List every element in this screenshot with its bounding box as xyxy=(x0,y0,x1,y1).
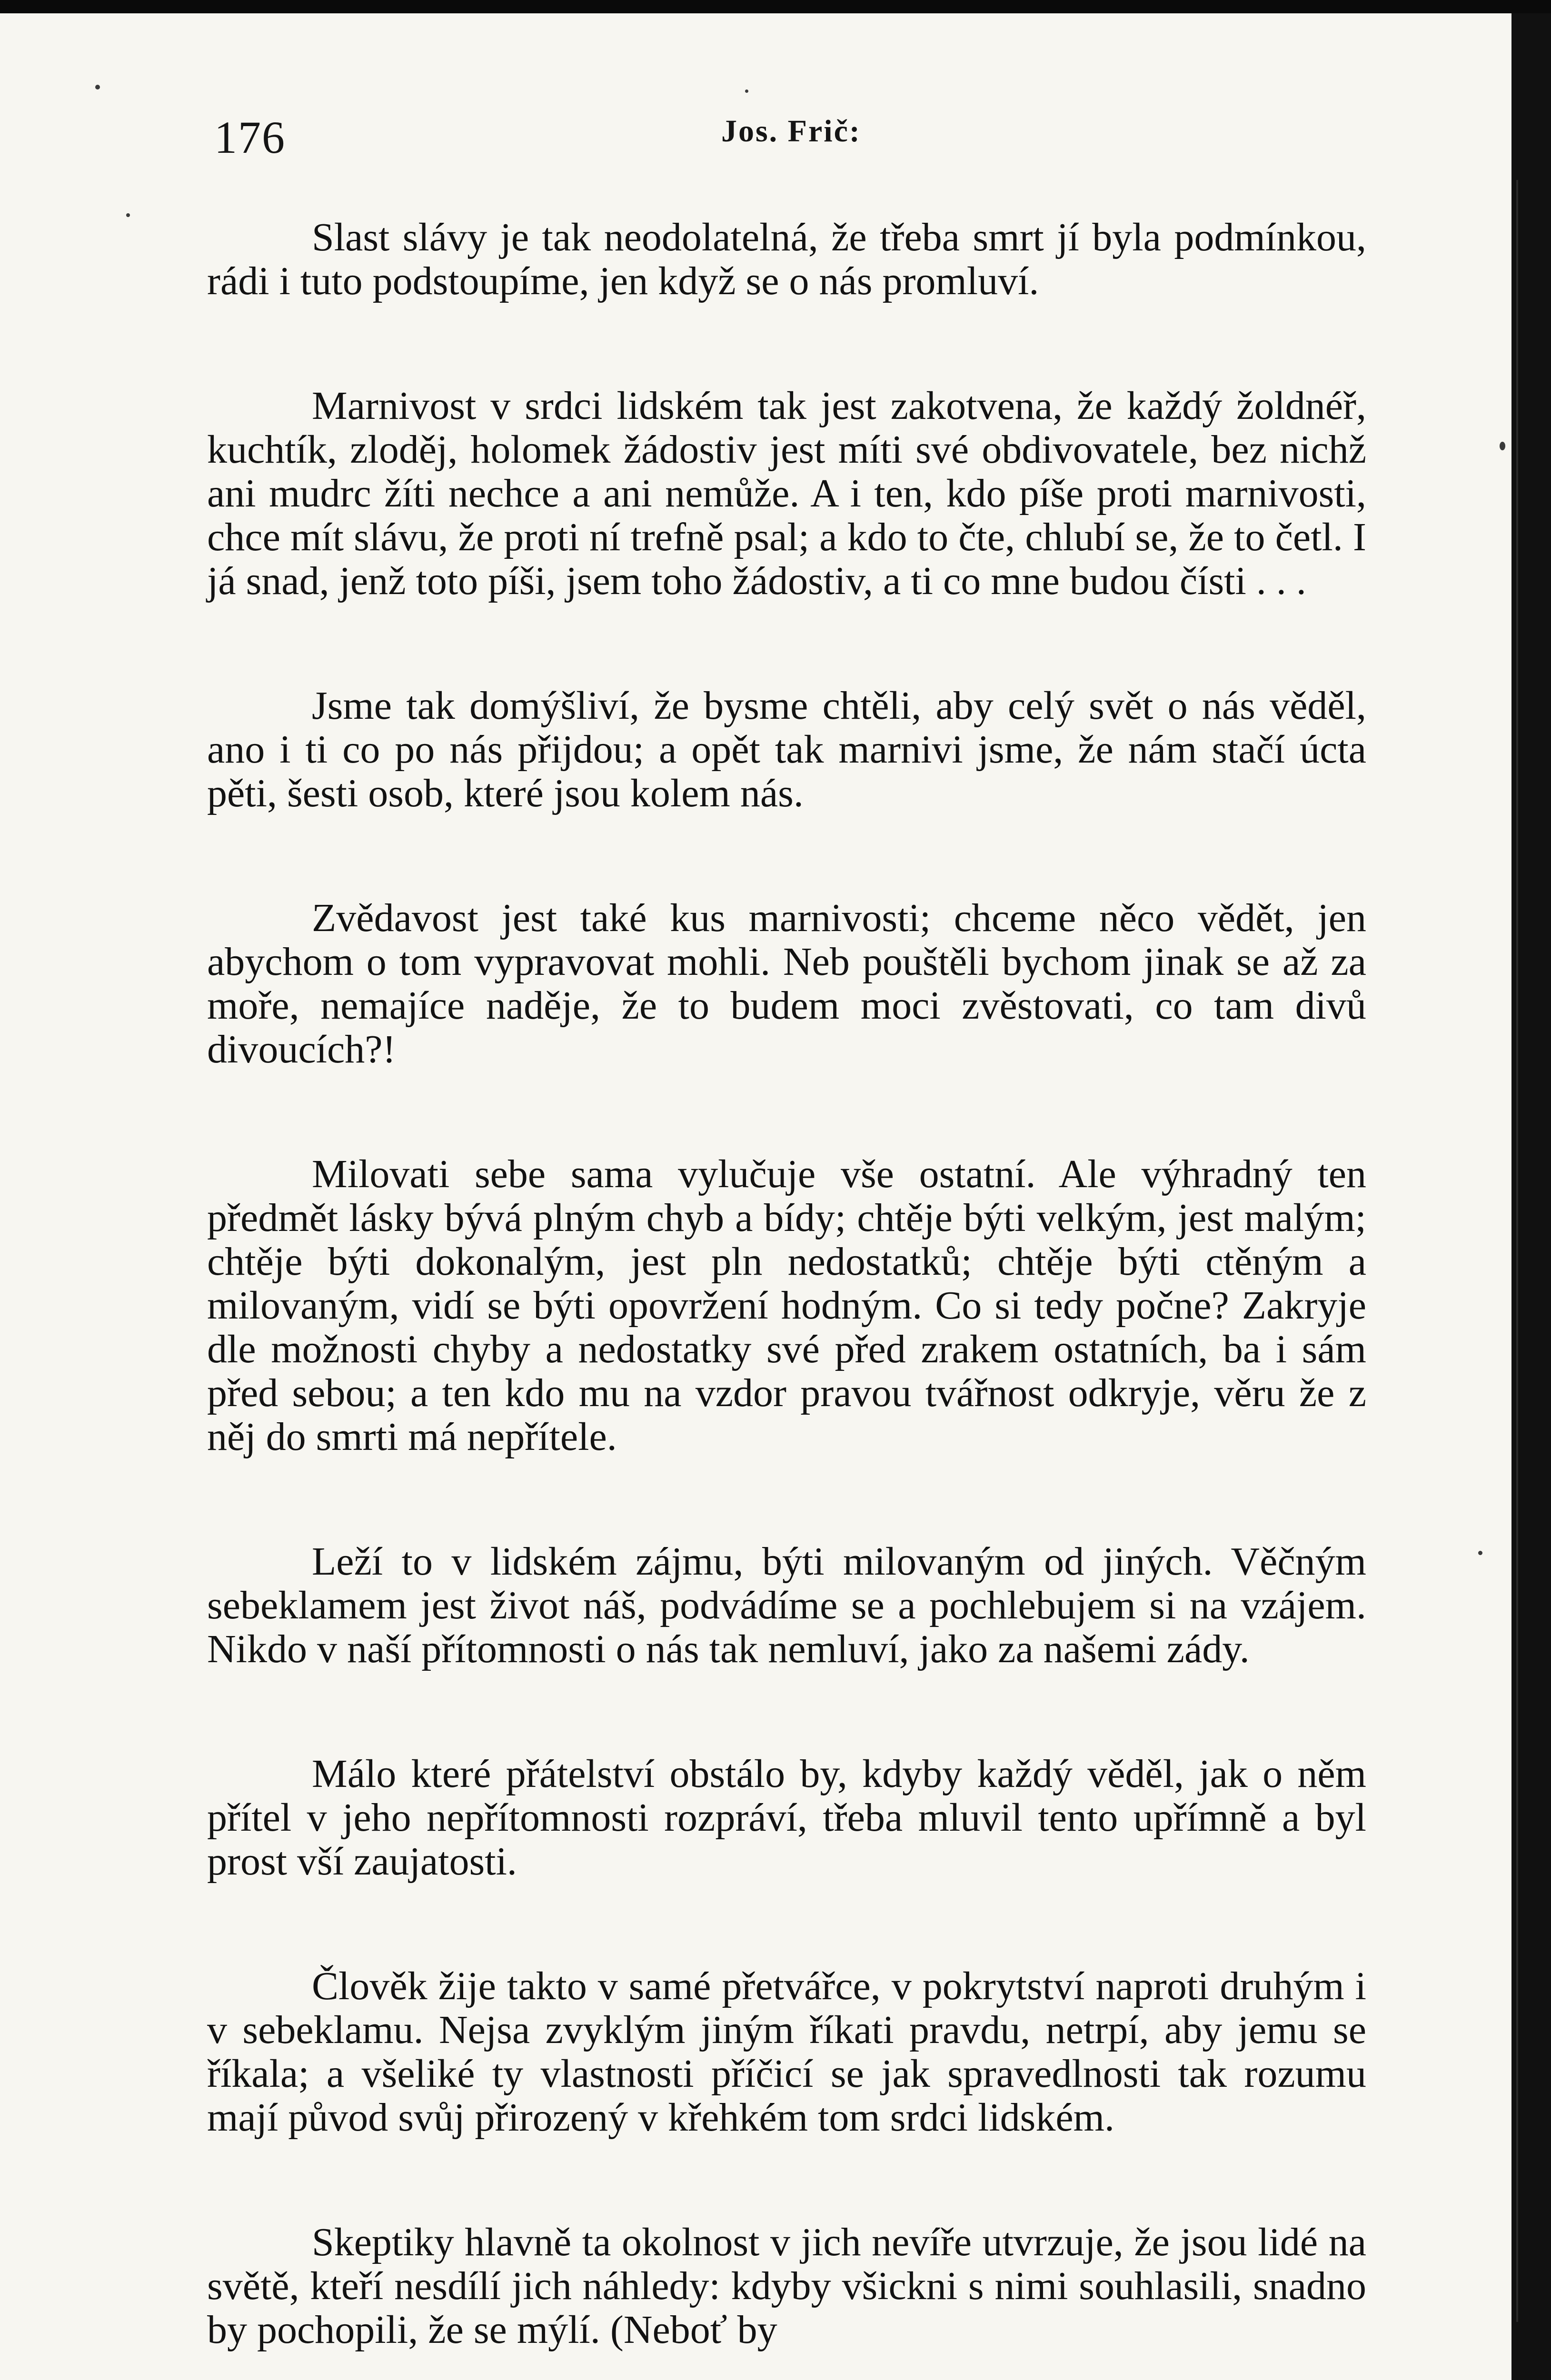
scan-speck xyxy=(95,85,100,89)
paragraph: Jsme tak domýšliví, že bysme chtěli, aby celý svět o nás věděl, ano i ti co po nás přijdou; a opět tak marnivi jsme, že nám stačí úcta pěti, šesti osob, které jsou kolem nás. xyxy=(207,684,1366,815)
scan-speck xyxy=(1500,442,1505,450)
paragraph: Málo které přátelství obstálo by, kdyby každý věděl, jak o něm přítel v jeho nepřítomnosti rozpráví, třeba mluvil tento upřímně a byl prost vší zaujatosti. xyxy=(207,1752,1366,1884)
scan-speck xyxy=(126,213,130,217)
scan-top-border xyxy=(0,0,1551,13)
page-header xyxy=(214,106,1366,163)
body-text xyxy=(207,216,1366,2352)
scan-speck xyxy=(1478,1551,1482,1555)
paragraph: Leží to v lidském zájmu, býti milovaným od jiných. Věčným sebeklamem jest život náš, podvádíme se a pochlebujem si na vzájem. Nikdo v naší přítomnosti o nás tak nemluví, jako za našemi zády. xyxy=(207,1539,1366,1671)
paragraph: Marnivost v srdci lidském tak jest zakotvena, že každý žoldnéř, kuchtík, zloděj, holomek žádostiv jest míti své obdivovatele, bez nichž ani mudrc žíti nechce a ani nemůže. A i ten, kdo píše proti marnivosti, chce mít slávu, že proti ní trefně psal; a kdo to čte, chlubí se, že to četl. I já snad, jenž toto píši, jsem toho žádostiv, a ti co mne budou čísti . . . xyxy=(207,384,1366,603)
paragraph: Skeptiky hlavně ta okolnost v jich nevíře utvrzuje, že jsou lidé na světě, kteří nesdílí jich náhledy: kdyby všickni s nimi souhlasili, snadno by pochopili, že se mýlí. (Neboť by xyxy=(207,2220,1366,2352)
page-number: 176 xyxy=(214,112,286,163)
running-head: Jos. Frič: xyxy=(721,114,861,149)
paragraph: Člověk žije takto v samé přetvářce, v pokrytství naproti druhým i v sebeklamu. Nejsa zvyklým jiným říkati pravdu, netrpí, aby jemu se říkala; a všeliké ty vlastnosti příčicí se jak spravedlnosti tak rozumu mají původ svůj přirozený v křehkém tom srdci lidském. xyxy=(207,1964,1366,2140)
paragraph: Zvědavost jest také kus marnivosti; chceme něco vědět, jen abychom o tom vypravovat mohli. Neb pouštěli bychom jinak se až za moře, nemajíce naděje, že to budem moci zvěstovati, co tam divů divoucích?! xyxy=(207,896,1366,1071)
scan-edge-line xyxy=(1516,180,1518,2322)
book-page xyxy=(0,13,1511,2380)
paragraph: Slast slávy je tak neodolatelná, že třeba smrt jí byla podmínkou, rádi i tuto podstoupíme, jen když se o nás promluví. xyxy=(207,215,1366,303)
scan-speck xyxy=(745,89,748,93)
scan-right-border xyxy=(1511,13,1551,2380)
paragraph: Milovati sebe sama vylučuje vše ostatní. Ale výhradný ten předmět lásky bývá plným chyb a bídy; chtěje býti velkým, jest malým; chtěje býti dokonalým, jest pln nedostatků; chtěje býti ctěným a milovaným, vidí se býti opovržení hodným. Co si tedy počne? Zakryje dle možnosti chyby a nedostatky své před zrakem ostatních, ba i sám před sebou; a ten kdo mu na vzdor pravou tvářnost odkryje, věru že z něj do smrti má nepřítele. xyxy=(207,1152,1366,1459)
